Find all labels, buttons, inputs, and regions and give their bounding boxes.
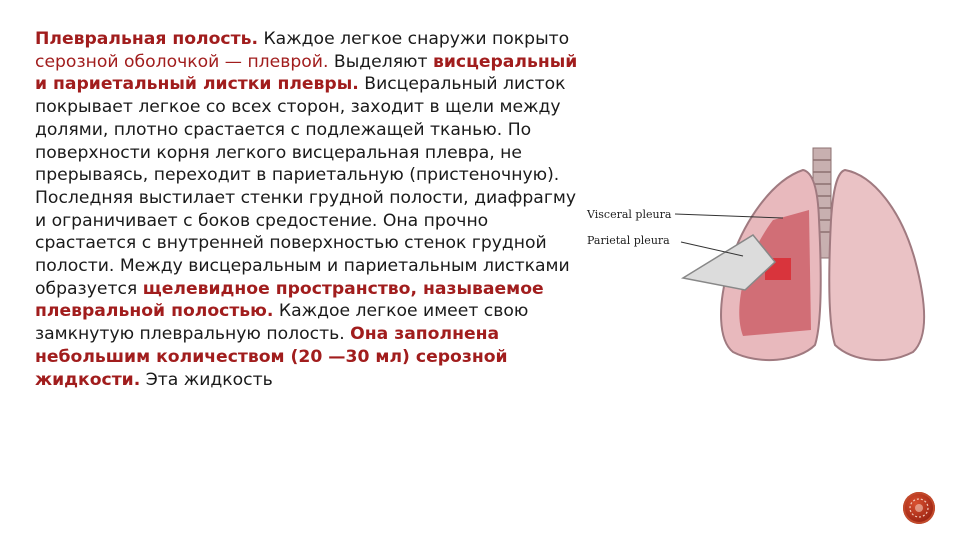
text-run: Эта жидкость (140, 369, 273, 390)
body-text (35, 28, 585, 391)
cavity-term: щелевидное пространство, называемое плевральной полостью. (35, 278, 544, 322)
lead-title: Плевральная полость. (35, 29, 258, 49)
label-visceral: Visceral pleura (587, 208, 672, 221)
text-run: Каждое легкое имеет свою замкнутую плевральную полость. (35, 301, 529, 345)
lung-illustration (583, 140, 943, 370)
decorative-round-icon[interactable] (903, 492, 935, 524)
layers-term: висцеральный и париетальный листки плевры. (35, 51, 578, 95)
right-lung (829, 170, 924, 360)
text-run: Каждое легкое снаружи покрыто (257, 29, 570, 49)
paragraph (35, 28, 585, 391)
text-run: Выделяют (328, 51, 433, 72)
ornament-icon (903, 492, 935, 524)
label-parietal: Parietal pleura (587, 234, 670, 247)
serous-term: серозной оболочкой — плеврой. (35, 51, 329, 72)
lung-drawing (583, 140, 943, 370)
text-run: Висцеральный листок покрывает легкое со всех сторон, заходит в щели между долями, плотно срастается с подлежащей тканью. По поверхности корня легкого висцеральная плевра, не прерываясь, переходит в париетальную (пристеночную). Последняя выстилает стенки грудной полости, диафрагму и ограничивает с боков средостение. Она прочно срастается с внутренней поверхностью стенок грудной полости. Между висцеральным и париетальным листками образуется (35, 74, 576, 299)
fluid-term: Она заполнена небольшим количеством (20 —30 мл) серозной жидкости. (35, 324, 508, 390)
